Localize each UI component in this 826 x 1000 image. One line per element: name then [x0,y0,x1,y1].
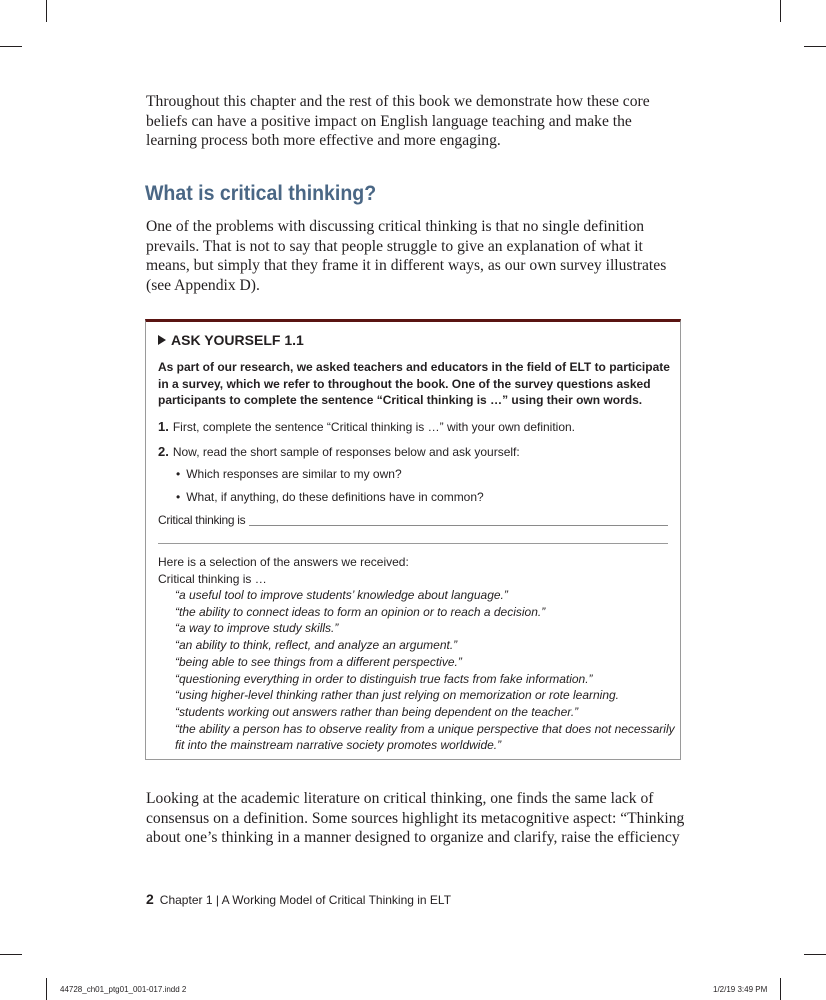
section-heading: What is critical thinking? [145,182,377,205]
step-item [158,444,520,459]
step-text: Now, read the short sample of responses below and ask yourself: [172,445,520,459]
step-text: First, complete the sentence “Critical thinking is …” with your own definition. [172,420,576,434]
crop-mark [804,954,826,955]
triangle-bullet-icon [158,335,166,345]
answer-item: “students working out answers rather than being dependent on the teacher.” [175,704,579,719]
step-item [158,419,575,434]
bullet-text: What, if anything, do these definitions have in common? [186,490,484,504]
divider [158,543,668,544]
box-intro: As part of our research, we asked teachers and educators in the field of ELT to participate in a survey, which we refer to throughout the book. One of the survey questions asked participants to complete the sentence “Critical thinking is …” using their own words. [158,360,670,407]
answer-item: fit into the mainstream narrative society promotes worldwide.” [175,738,502,753]
answers-intro-line: Here is a selection of the answers we received: [158,555,409,569]
answer-item: “using higher-level thinking rather than just relying on memorization or rote learning. [175,688,620,703]
answer-item: “being able to see things from a different perspective.” [175,654,462,669]
bullet-text: Which responses are similar to my own? [186,467,402,481]
page-number: 2 [146,891,154,907]
answer-item: “a way to improve study skills.” [175,621,339,636]
intro-paragraph: Throughout this chapter and the rest of this book we demonstrate how these core beliefs can have a positive impact on English language teaching and make the learning process both more effective and more engaging. [146,93,650,149]
slug-filename: 44728_ch01_ptg01_001-017.indd 2 [60,985,187,994]
crop-mark [780,978,781,1000]
slug-date: 1/2/19 3:49 PM [713,985,768,994]
crop-mark [46,978,47,1000]
body-paragraph: One of the problems with discussing critical thinking is that no single definition prevails. That is not to say that people struggle to give an explanation of what it means, but simply that they frame it in different ways, as our own survey illustrates (see Appendix D). [146,218,667,294]
bullet-icon: • [176,467,181,481]
answers-intro [158,554,409,587]
fill-in-line[interactable] [249,525,668,526]
answer-item: “a useful tool to improve students’ knowledge about language.” [175,588,508,602]
answer-item: “questioning everything in order to distinguish true facts from fake information.” [175,671,593,686]
crop-mark [0,954,22,955]
crop-mark [46,0,47,22]
bullet-item [176,467,402,481]
answer-item: “the ability to connect ideas to form an opinion or to reach a decision.” [175,604,546,619]
answers-list [175,587,675,754]
crop-mark [804,46,826,47]
body-paragraph: Looking at the academic literature on critical thinking, one finds the same lack of consensus on a definition. Some sources highlight its metacognitive aspect: “Thinking about one’s thinking in a manner designed to organize and clarify, raise the efficiency [146,790,685,846]
ask-yourself-box [145,319,681,760]
box-title [158,332,304,348]
running-head: Chapter 1 | A Working Model of Critical Thinking in ELT [159,893,452,907]
step-number: 2. [158,444,169,459]
page-footer [146,891,451,907]
step-number: 1. [158,419,169,434]
answer-item: “an ability to think, reflect, and analyze an argument.” [175,638,458,653]
fill-in-label: Critical thinking is [158,513,246,527]
answers-intro-line: Critical thinking is … [158,571,267,586]
crop-mark [0,46,22,47]
crop-mark [780,0,781,22]
box-title-text: ASK YOURSELF 1.1 [171,332,304,348]
bullet-item [176,490,484,504]
bullet-icon: • [176,490,181,504]
answer-item: “the ability a person has to observe reality from a unique perspective that does not necessarily [175,721,675,736]
